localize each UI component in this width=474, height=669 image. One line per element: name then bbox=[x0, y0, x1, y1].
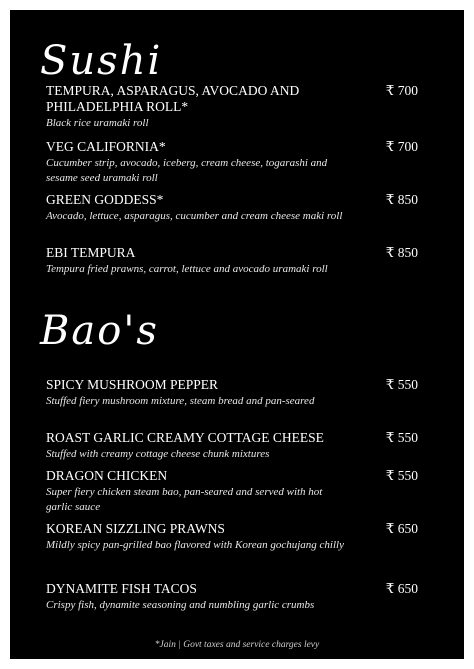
item-description: Super fiery chicken steam bao, pan-seared and served with hot garlic sauce bbox=[46, 486, 323, 513]
menu-item bbox=[46, 83, 420, 131]
item-name: KOREAN SIZZLING PRAWNS bbox=[46, 521, 225, 536]
menu-item bbox=[46, 430, 420, 462]
item-name: TEMPURA, ASPARAGUS, AVOCADO AND PHILADELPHIA ROLL* bbox=[46, 83, 300, 114]
item-name: ROAST GARLIC CREAMY COTTAGE CHEESE bbox=[46, 430, 324, 445]
item-name: GREEN GODDESS* bbox=[46, 192, 164, 207]
menu-item bbox=[46, 581, 420, 613]
item-price: ₹ 650 bbox=[385, 521, 418, 536]
item-description: Mildly spicy pan-grilled bao flavored with Korean gochujang chilly bbox=[46, 539, 344, 551]
item-price: ₹ 700 bbox=[385, 83, 418, 98]
section-title-baos: Bao's bbox=[40, 308, 159, 354]
item-description: Avocado, lettuce, asparagus, cucumber and cream cheese maki roll bbox=[46, 210, 343, 222]
menu-item bbox=[46, 245, 420, 277]
item-description: Cucumber strip, avocado, iceberg, cream cheese, togarashi and sesame seed uramaki roll bbox=[46, 157, 328, 184]
menu-item bbox=[46, 192, 420, 224]
item-description: Black rice uramaki roll bbox=[46, 117, 149, 129]
item-description: Stuffed with creamy cottage cheese chunk mixtures bbox=[46, 448, 270, 460]
footnote: *Jain | Govt taxes and service charges levy bbox=[154, 640, 320, 650]
item-name: EBI TEMPURA bbox=[46, 245, 136, 260]
item-name: SPICY MUSHROOM PEPPER bbox=[46, 377, 219, 392]
menu-item bbox=[46, 468, 420, 515]
item-description: Tempura fried prawns, carrot, lettuce and avocado uramaki roll bbox=[46, 263, 328, 275]
item-description: Crispy fish, dynamite seasoning and numbling garlic crumbs bbox=[46, 599, 315, 611]
item-price: ₹ 700 bbox=[385, 139, 418, 154]
section-title-sushi: Sushi bbox=[40, 38, 163, 84]
item-name: DYNAMITE FISH TACOS bbox=[46, 581, 197, 596]
menu-item bbox=[46, 377, 420, 409]
item-price: ₹ 550 bbox=[385, 430, 418, 445]
item-price: ₹ 850 bbox=[385, 245, 418, 260]
menu-item bbox=[46, 139, 420, 186]
item-price: ₹ 550 bbox=[385, 468, 418, 483]
menu-item bbox=[46, 521, 420, 553]
item-description: Stuffed fiery mushroom mixture, steam bread and pan-seared bbox=[46, 395, 315, 407]
menu-page bbox=[10, 10, 464, 659]
item-price: ₹ 650 bbox=[385, 581, 418, 596]
item-price: ₹ 850 bbox=[385, 192, 418, 207]
item-price: ₹ 550 bbox=[385, 377, 418, 392]
item-name: VEG CALIFORNIA* bbox=[46, 139, 166, 154]
item-name: DRAGON CHICKEN bbox=[46, 468, 168, 483]
